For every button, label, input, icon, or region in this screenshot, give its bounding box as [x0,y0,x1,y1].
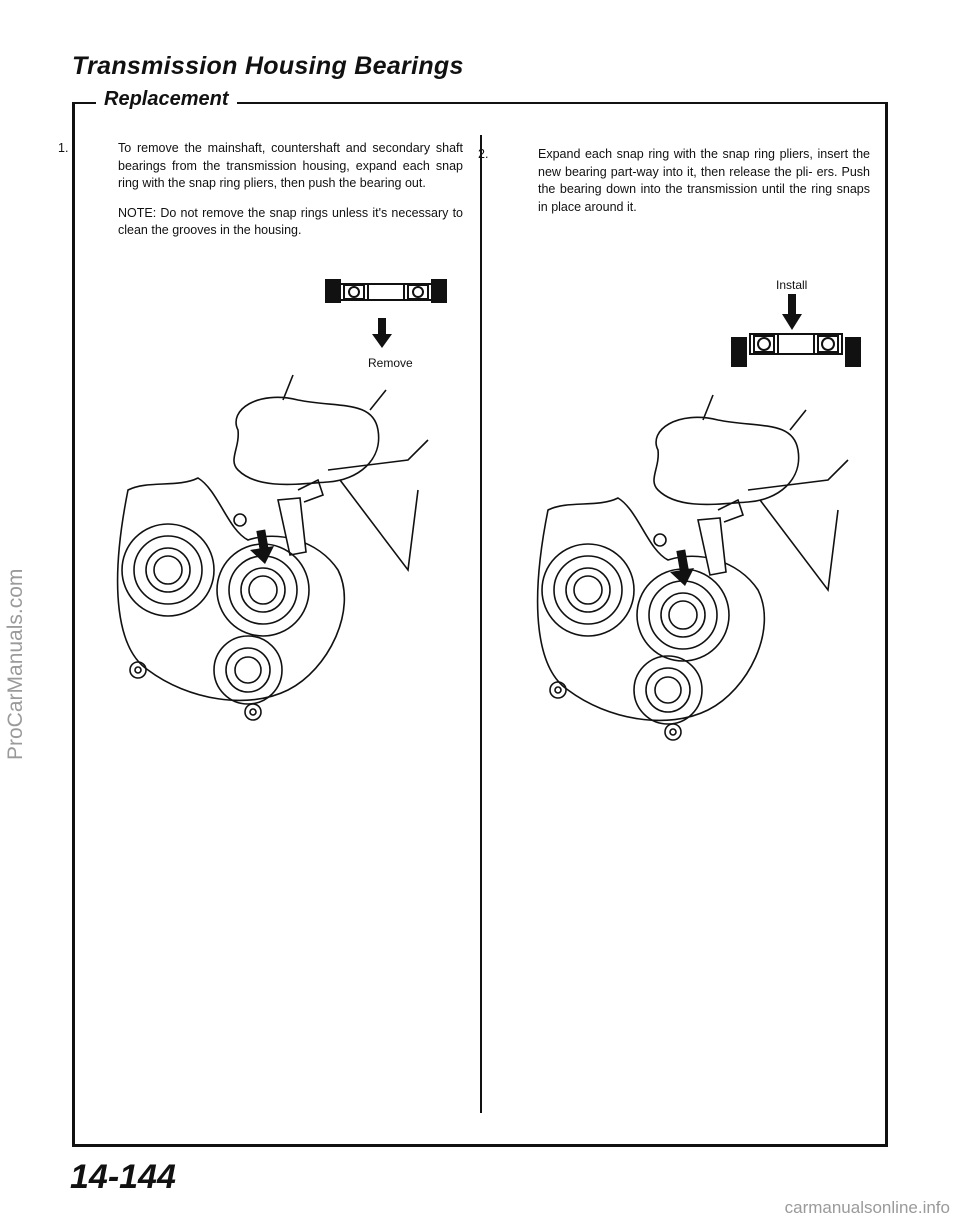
bottom-watermark: carmanualsonline.info [784,1198,950,1217]
down-arrow-icon [782,294,802,330]
push-arrow-icon [250,529,274,564]
install-bearing-diagram [728,292,868,372]
push-arrow-icon [670,549,694,586]
section-heading: Replacement [96,88,237,111]
step-1-number: 1. [58,141,69,155]
step-1 [58,140,463,252]
install-illustration [528,390,888,750]
down-arrow-icon [372,318,392,348]
column-divider [480,135,482,1113]
remove-illustration [108,370,468,730]
remove-label: Remove [368,356,413,370]
install-label: Install [776,278,808,292]
side-watermark: ProCarManuals.com [4,568,27,760]
step-2-text: Expand each snap ring with the snap ring pliers, insert the new bearing part-way into it, then release the pli- ers. Push the bearing down into the transmission until the ring snaps in place around it. [538,147,870,214]
step-2 [478,146,870,228]
remove-bearing-diagram [318,270,458,350]
step-1-text: To remove the mainshaft, countershaft and secondary shaft bearings from the transmission housing, expand each snap ring with the snap ring pliers, then push the bearing out. [118,141,463,190]
step-2-number: 2. [478,147,489,161]
page-title: Transmission Housing Bearings [72,52,464,80]
page-number: 14-144 [70,1158,176,1196]
step-1-note: NOTE: Do not remove the snap rings unless it's necessary to clean the grooves in the housing. [118,205,463,237]
